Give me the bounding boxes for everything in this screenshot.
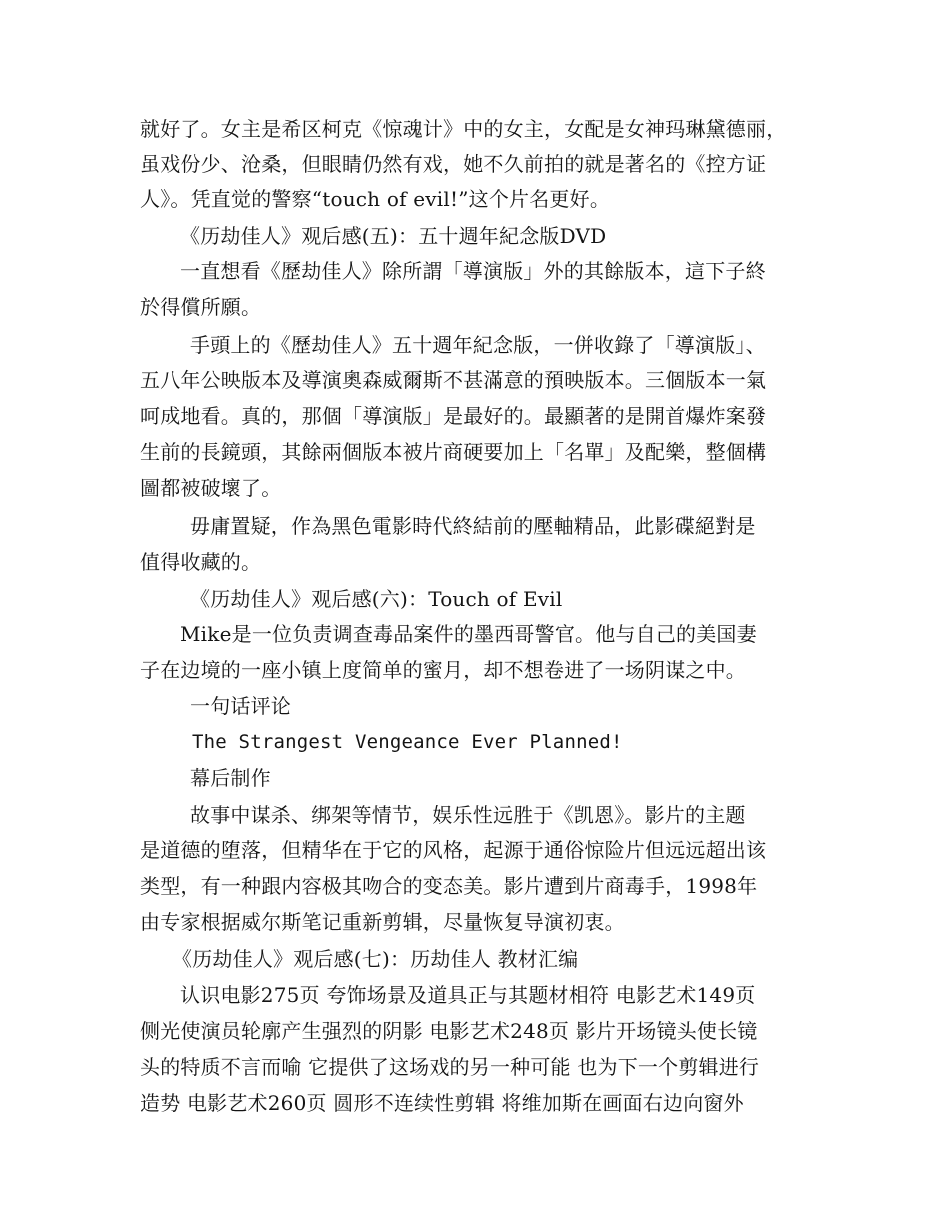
text-line: 故事中谋杀、绑架等情节，娱乐性远胜于《凯恩》。影片的主题 [190, 803, 746, 827]
text-line: 虽戏份少、沧桑，但眼睛仍然有戏，她不久前拍的就是著名的《控方证 [140, 152, 767, 176]
text-line: 就好了。女主是希区柯克《惊魂计》中的女主，女配是女神玛琳黛德丽， [140, 117, 787, 141]
text-line: 手頭上的《歷劫佳人》五十週年紀念版，一併收錄了「導演版」、 [190, 333, 766, 357]
text-line: 呵成地看。真的，那個「導演版」是最好的。最顯著的是開首爆炸案發 [140, 404, 767, 428]
text-line: 是道德的堕落，但精华在于它的风格，起源于通俗惊险片但远远超出该 [140, 838, 767, 862]
text-line: 由专家根据威尔斯笔记重新剪辑，尽量恢复导演初衷。 [140, 910, 625, 934]
text-line: 於得償所願。 [140, 295, 262, 319]
subheading: 一句话评论 [190, 694, 291, 718]
text-line: 一直想看《歷劫佳人》除所謂「導演版」外的其餘版本，這下子終 [180, 259, 766, 283]
text-line: 造势 电影艺术260页 圆形不连续性剪辑 将维加斯在画面右边向窗外 [140, 1091, 744, 1115]
text-line: 五八年公映版本及導演奧森威爾斯不甚滿意的預映版本。三個版本一氣 [140, 368, 767, 392]
section-heading: 《历劫佳人》观后感(七)：历劫佳人 教材汇编 [172, 947, 579, 971]
text-line: 子在边境的一座小镇上度简单的蜜月，却不想卷进了一场阴谋之中。 [140, 658, 746, 682]
text-line: 毋庸置疑，作為黑色電影時代終結前的壓軸精品，此影碟絕對是 [190, 514, 756, 538]
section-heading: 《历劫佳人》观后感(六)：Touch of Evil [190, 587, 563, 611]
text-line: 头的特质不言而喻 它提供了这场戏的另一种可能 也为下一个剪辑进行 [140, 1055, 760, 1079]
subheading: 幕后制作 [190, 766, 271, 790]
section-heading: 《历劫佳人》观后感(五)：五十週年紀念版DVD [180, 224, 607, 248]
text-line: 圖都被破壞了。 [140, 476, 282, 500]
text-line: 生前的長鏡頭，其餘兩個版本被片商硬要加上「名單」及配樂，整個構 [140, 440, 767, 464]
text-line: 类型，有一种跟内容极其吻合的变态美。影片遭到片商毒手，1998年 [140, 874, 758, 898]
text-line: 侧光使演员轮廓产生强烈的阴影 电影艺术248页 影片开场镜头使长镜 [140, 1019, 758, 1043]
text-line: 人》。凭直觉的警察“touch of evil!”这个片名更好。 [140, 187, 611, 211]
tagline: The Strangest Vengeance Ever Planned! [192, 731, 623, 753]
text-line: Mike是一位负责调查毒品案件的墨西哥警官。他与自己的美国妻 [180, 622, 757, 646]
text-line: 值得收藏的。 [140, 550, 262, 574]
text-line: 认识电影275页 夸饰场景及道具正与其题材相符 电影艺术149页 [180, 983, 756, 1007]
